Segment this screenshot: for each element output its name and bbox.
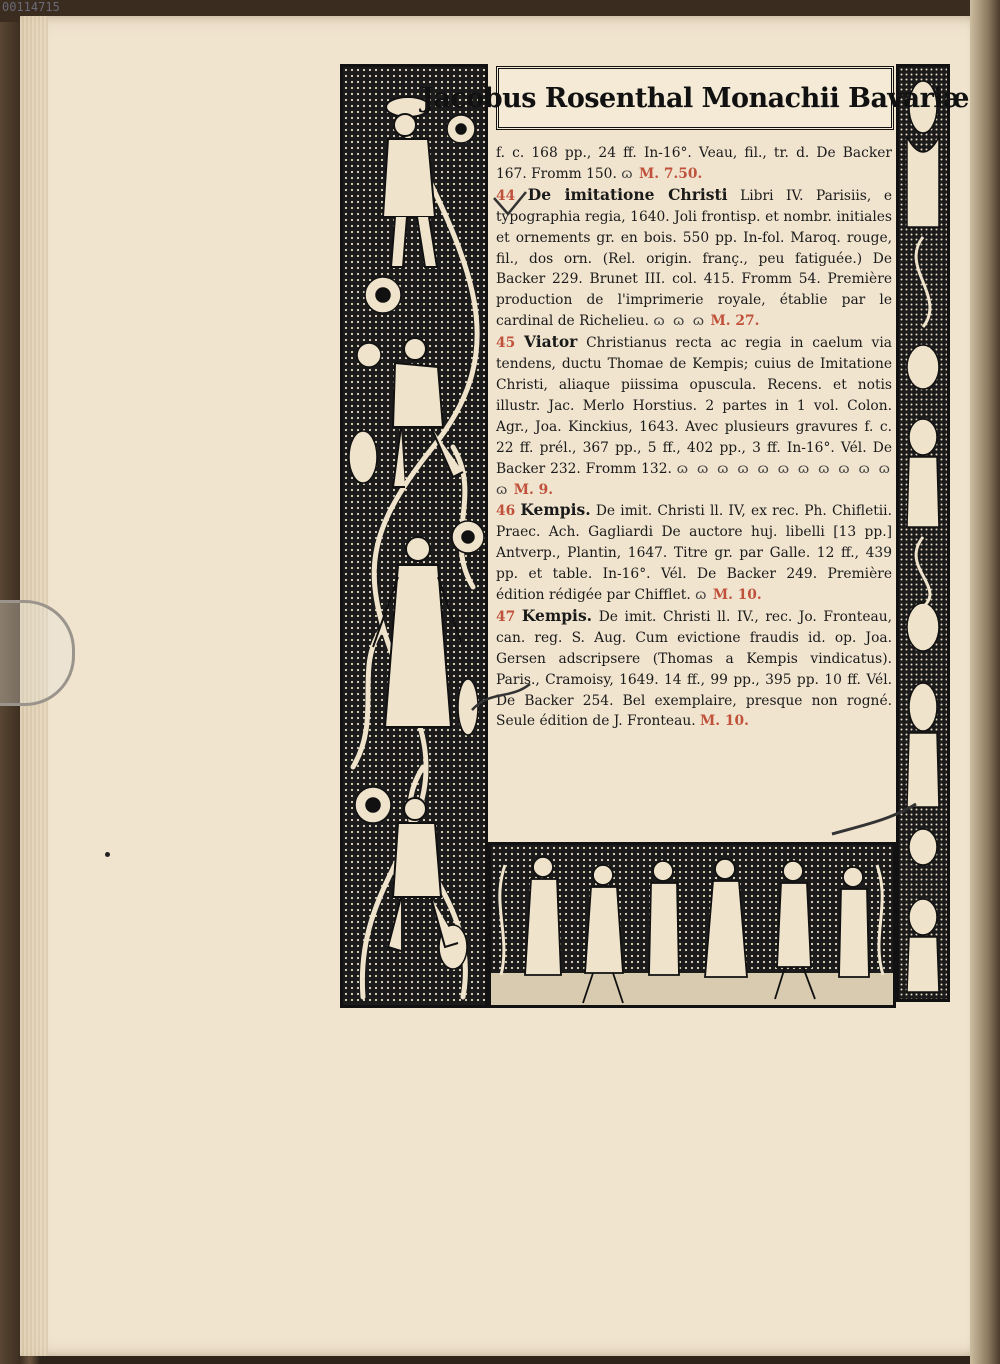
entry-heading: Viator	[523, 332, 578, 352]
entry-body: Libri IV. Parisiis, e typographia regia, 1640. Joli frontisp. et nombr. initiales et ornements gr. en bois. 550 pp. In-fol. Maroq. rouge, fil., dos orn. (Rel. origin. franç., peu fatiguée.) De Backer 229. Brunet III. col. 415. Fromm 54. Première production de l'imprimerie royale, établie par le cardinal de Richelieu.	[496, 187, 892, 330]
entry-price: M. 10.	[712, 587, 762, 604]
entry-body: Christianus recta ac regia in caelum via tendens, ductu Thomae de Kempis; cuius de Imitatione Christi, aliaque piissima opuscula. Recens. et notis illustr. Jac. Merlo Horstius. 2 partes in 1 vol. Colon. Agr., Joa. Kinckius, 1643. Avec plusieurs gravures f. c. 22 ff. prél., 367 pp., 5 ff., 402 pp., 3 ff. In-16°. Vél. De Backer 232. Fromm 132.	[496, 335, 892, 477]
entry-body: De imit. Christi ll. IV, ex rec. Ph. Chifletii. Praec. Ach. Gagliardi De auctore huj. libelli [13 pp.] Antverp., Plantin, 1647. Titre gr. par Galle. 12 ff., 439 pp. et table. In-16°. Vél. De Backer 249. Première édition rédigée par Chifflet.	[496, 503, 892, 604]
right-woodcut-border	[896, 64, 950, 1002]
entry-number: 45	[496, 335, 516, 352]
entry-price: M. 10.	[699, 713, 749, 730]
leader-dots: ɷ ɷ ɷ ɷ ɷ ɷ ɷ ɷ ɷ ɷ ɷ ɷ	[496, 460, 893, 498]
entry-price: M. 7.50.	[638, 165, 703, 182]
entry-price: M. 9.	[513, 481, 554, 498]
entry-heading: De imitatione Christi	[527, 184, 728, 204]
entry-heading: Kempis.	[520, 500, 591, 520]
catalog-entry-46	[496, 500, 892, 606]
bottom-woodcut-panel	[488, 842, 896, 1008]
entry-heading: Kempis.	[521, 605, 593, 625]
entry-price: M. 27.	[710, 313, 760, 330]
page-title-box	[421, 66, 969, 130]
corner-stamp: 00114715	[2, 0, 60, 14]
left-woodcut-border	[340, 64, 488, 1008]
ink-dot	[105, 852, 110, 857]
catalog-entry-continuation	[496, 143, 892, 185]
page-fore-edge	[970, 0, 1000, 1364]
catalog-entry-47	[496, 606, 892, 732]
entry-number: 47	[496, 608, 516, 625]
leader-dots: ɷ ɷ ɷ	[653, 313, 707, 330]
entry-body: De imit. Christi ll. IV., rec. Jo. Fronteau, can. reg. S. Aug. Cum evictione fraudis id. op. Joa. Gersen adscripsere (Thomas a Kempis vindicatus). Paris., Cramoisy, 1649. 14 ff., 99 pp., 395 pp. 10 ff. Vél. De Backer 254. Bel exemplaire, presque non rogné. Seule édition de J. Fronteau.	[496, 608, 892, 730]
entry-number: 46	[496, 503, 516, 520]
page-title: Jacobus Rosenthal Monachii Bavariæ	[421, 82, 969, 114]
leader-dots: ɷ	[695, 587, 709, 604]
catalog-entry-45	[496, 332, 892, 500]
catalog-entry-44	[496, 185, 892, 332]
entry-number: 44	[496, 187, 516, 204]
catalog-text-column	[496, 143, 892, 732]
leader-dots: ɷ	[621, 165, 635, 182]
entry-body: f. c. 168 pp., 24 ff. In-16°. Veau, fil., tr. d. De Backer 167. Fromm 150.	[496, 145, 892, 182]
